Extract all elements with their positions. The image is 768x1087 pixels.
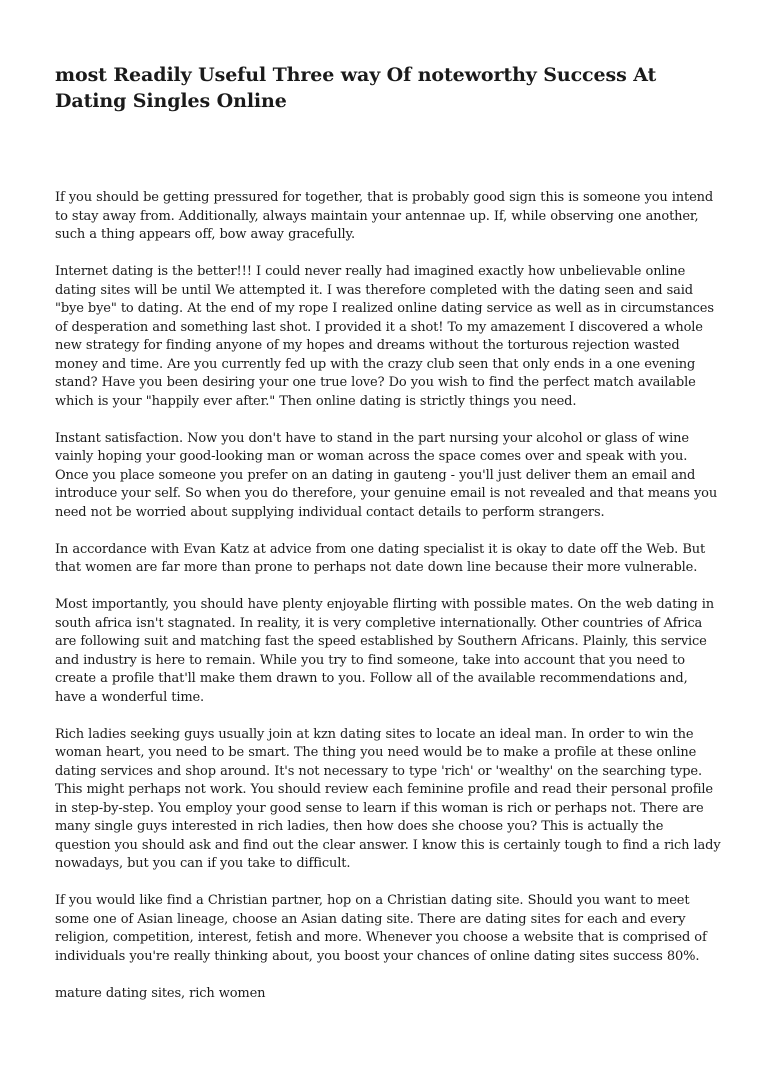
- paragraph: If you should be getting pressured for together, that is probably good sign this is someone you intend to stay away from. Additionally, always maintain your antennae up. If, while observing one another, such a thing appears off, bow away gracefully.: [55, 190, 714, 242]
- paragraph: Most importantly, you should have plenty enjoyable flirting with possible mates. On the web dating in south africa isn't stagnated. In reality, it is very completive internationally. Other countries of Africa are following suit and matching fast the speed established by Southern Africans. Plainly, this service and industry is here to remain. While you try to find someone, take into account that you need to create a profile that'll make them drawn to you. Follow all of the available recommendations and, have a wonderful time.: [55, 597, 714, 705]
- paragraph: Rich ladies seeking guys usually join at kzn dating sites to locate an ideal man. In order to win the woman heart, you need to be smart. The thing you need would be to make a profile at these online dating services and shop around. It's not necessary to type 'rich' or 'wealthy' on the searching type. This might perhaps not work. You should review each feminine profile and read their personal profile in step-by-step. You employ your good sense to learn if this woman is rich or perhaps not. There are many single guys interested in rich ladies, then how does she choose you? This is actually the question you should ask and find out the clear answer. I know this is certainly tough to find a rich lady nowadays, but you can if you take to difficult.: [55, 726, 721, 871]
- page-title: most Readily Useful Three way Of noteworthy Success At Dating Singles Online: [55, 64, 657, 112]
- paragraph: Instant satisfaction. Now you don't have to stand in the part nursing your alcohol or glass of wine vainly hoping your good-looking man or woman across the space comes over and speak with you. Once you place someone you prefer on an dating in gauteng - you'll just deliver them an email and introduce your self. So when you do therefore, your genuine email is not revealed and that means you need not be worried about supplying individual contact details to perform strangers.: [55, 430, 718, 520]
- paragraph: In accordance with Evan Katz at advice from one dating specialist it is okay to date off the Web. But that women are far more than prone to perhaps not date down line because their more vulnerable.: [55, 541, 706, 575]
- paragraph: Internet dating is the better!!! I could never really had imagined exactly how unbelievable online dating sites will be until We attempted it. I was therefore completed with the dating seen and said "bye bye" to dating. At the end of my rope I realized online dating service as well as in circumstances of desperation and something last shot. I provided it a shot! To my amazement I discovered a whole new strategy for finding anyone of my hopes and dreams without the torturous rejection wasted money and time. Are you currently fed up with the crazy club seen that only ends in a one evening stand? Have you been desiring your one true love? Do you wish to find the perfect match available which is your "happily ever after." Then online dating is strictly things you need.: [55, 264, 714, 409]
- paragraph: If you would like find a Christian partner, hop on a Christian dating site. Should you want to meet some one of Asian lineage, choose an Asian dating site. There are dating sites for each and every religion, competition, interest, fetish and more. Whenever you choose a website that is comprised of individuals you're really thinking about, you boost your chances of online dating sites success 80%.: [55, 893, 707, 964]
- keywords-line: mature dating sites, rich women: [55, 985, 266, 1001]
- document-body: [55, 189, 721, 1022]
